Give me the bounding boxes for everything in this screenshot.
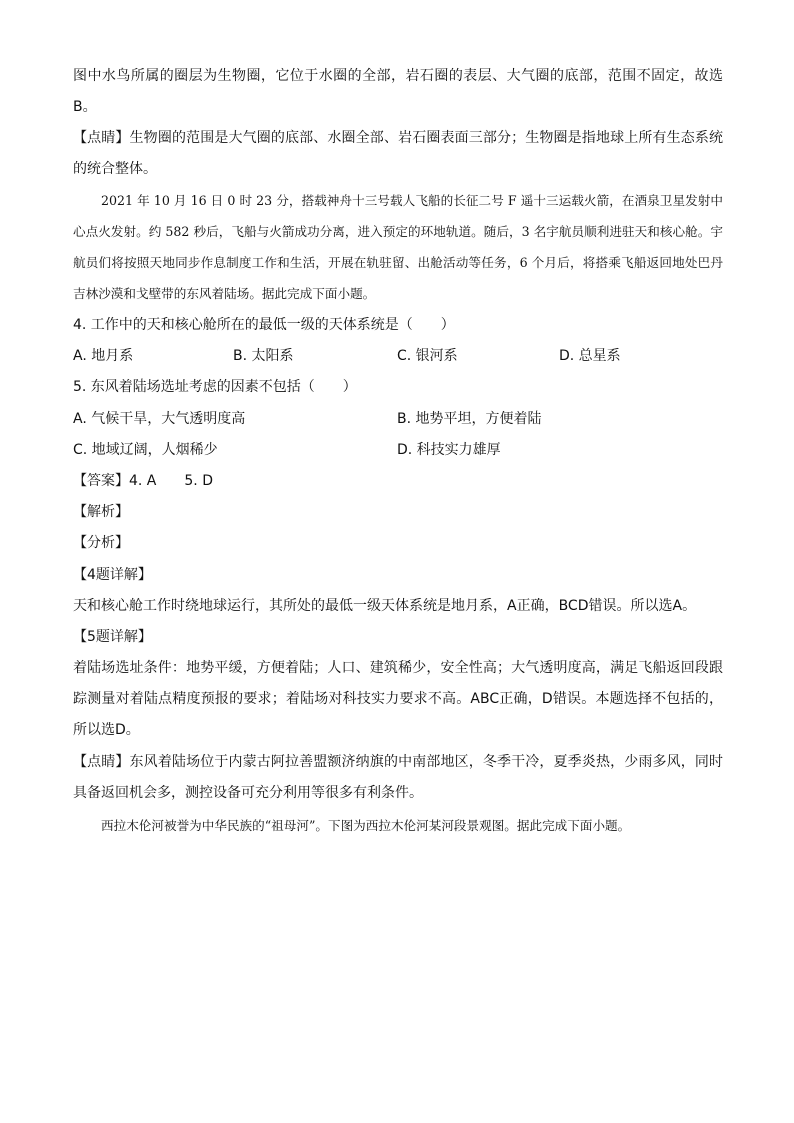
reading-passage-xilamulun: 西拉木伦河被誉为中华民族的“祖母河”。下图为西拉木伦河某河段景观图。据此完成下面小题。	[101, 818, 631, 833]
analysis-subheading: 【分析】	[73, 535, 129, 551]
detail-5-text: 着陆场选址条件：地势平缓，方便着陆；人口、建筑稀少，安全性高；大气透明度高，满足飞船返回段跟踪测量对着陆点精度预报的要求；着陆场对科技实力要求不高。ABC正确，D错误。本题选择不包括的，所以选D。	[73, 660, 723, 738]
question-5-options-row2	[73, 435, 723, 466]
question-4-option-a: A. 地月系	[73, 348, 134, 364]
detail-4-heading: 【4题详解】	[73, 567, 152, 583]
comment-dongfeng	[73, 747, 723, 809]
question-4-option-d: D. 总星系	[559, 348, 621, 364]
question-4-option-c: C. 银河系	[397, 348, 458, 364]
answer-line	[73, 466, 723, 497]
question-5-option-b: B. 地势平坦，方便着陆	[397, 411, 542, 427]
comment-biosphere	[73, 123, 723, 185]
paragraph-biosphere-answer: 图中水鸟所属的圈层为生物圈，它位于水圈的全部，岩石圈的表层、大气圈的底部，范围不固定，故选B。	[73, 68, 723, 115]
comment-label: 【点睛】	[73, 130, 130, 146]
question-5-options-row1	[73, 404, 723, 435]
question-5-option-a: A. 气候干旱，大气透明度高	[73, 411, 246, 427]
comment-text: 东风着陆场位于内蒙古阿拉善盟额济纳旗的中南部地区，冬季干冷，夏季炎热，少雨多风，同时具备返回机会多，测控设备可充分利用等很多有利条件。	[73, 754, 724, 801]
comment-label: 【点睛】	[73, 754, 130, 770]
detail-5-heading: 【5题详解】	[73, 629, 152, 645]
question-5-option-c: C. 地域辽阔，人烟稀少	[73, 442, 218, 458]
question-5-stem: 5. 东风着陆场选址考虑的因素不包括（ ）	[73, 379, 357, 395]
question-5-option-d: D. 科技实力雄厚	[397, 442, 501, 458]
answer-text: 4. A 5. D	[129, 473, 213, 489]
detail-4-text: 天和核心舱工作时绕地球运行，其所处的最低一级天体系统是地月系，A正确，BCD错误。所以选A。	[73, 598, 697, 614]
analysis-heading: 【解析】	[73, 504, 129, 520]
reading-passage-shenzhou: 2021 年 10 月 16 日 0 时 23 分，搭载神舟十三号载人飞船的长征二号 F 遥十三运载火箭，在酒泉卫星发射中心点火发射。约 582 秒后，飞船与火箭成功分离，进入预定的环地轨道。随后，3 名宇航员顺利进驻天和核心舱。宇航员们将按照天地同步作息制度工作和生活，开展在轨驻留、出舱活动等任务，6 个月后，将搭乘飞船返回地处巴丹吉林沙漠和戈壁带的东风着陆场。据此完成下面小题。	[73, 193, 723, 301]
answer-label: 【答案】	[73, 473, 129, 489]
question-4-options	[73, 341, 723, 372]
comment-text: 生物圈的范围是大气圈的底部、水圈全部、岩石圈表面三部分；生物圈是指地球上所有生态系统的统合整体。	[73, 130, 724, 177]
question-4-stem: 4. 工作中的天和核心舱所在的最低一级的天体系统是（ ）	[73, 317, 455, 333]
question-4-option-b: B. 太阳系	[233, 348, 294, 364]
